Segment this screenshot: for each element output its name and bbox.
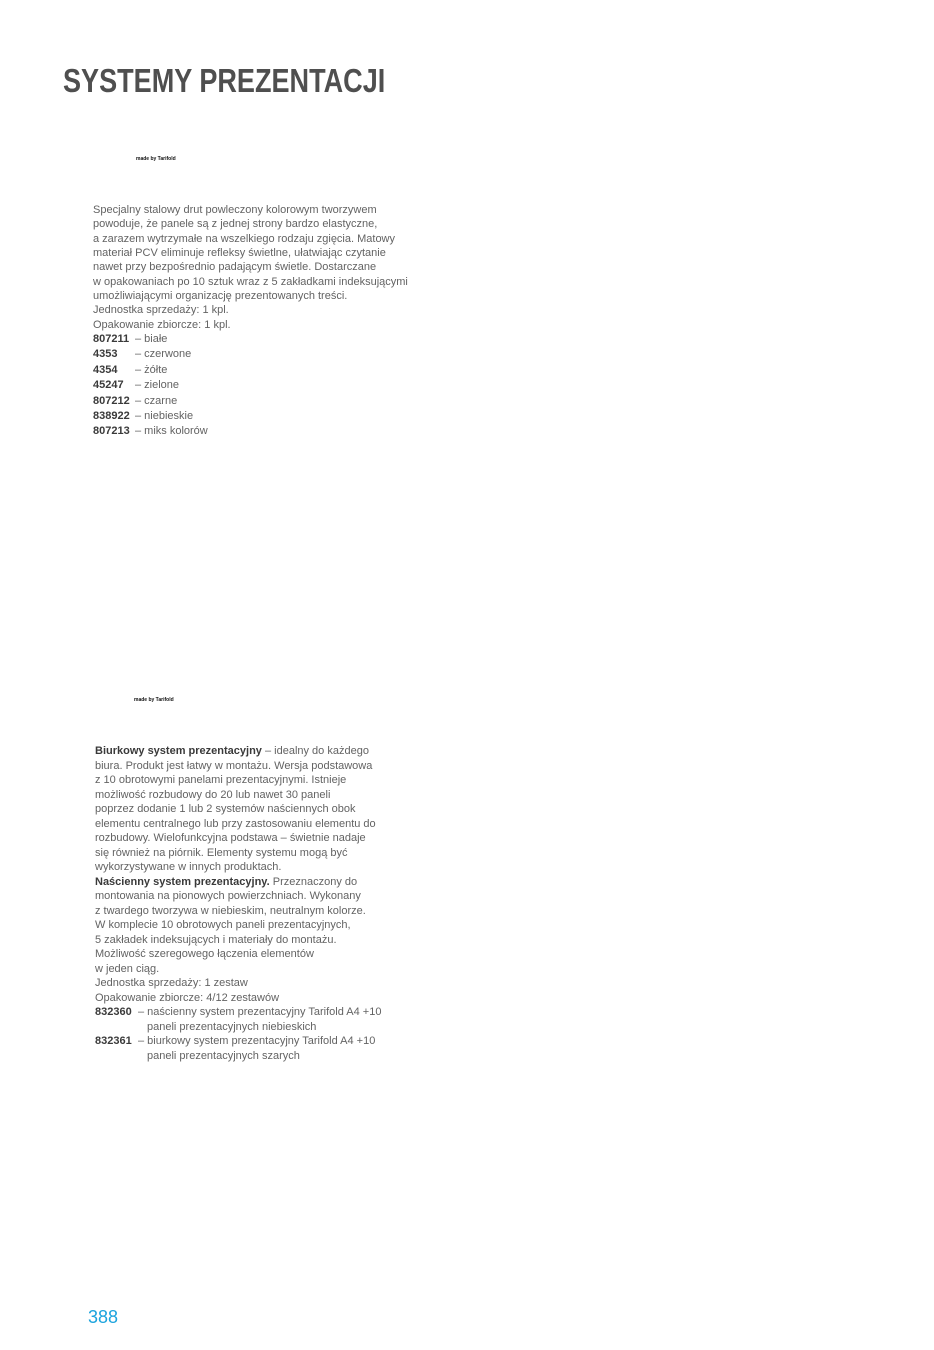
page-title: SYSTEMY PREZENTACJI (63, 62, 386, 99)
page-number: 388 (88, 1307, 119, 1327)
description-line: z twardego tworzywa w niebieskim, neutralnym kolorze. (95, 904, 366, 917)
description-text: Przeznaczony do (272, 875, 358, 888)
variant-row (93, 394, 408, 409)
description-line: umożliwiającymi organizację prezentowanych treści. (93, 290, 348, 303)
product-name-continued: paneli prezentacyjnych niebieskich (147, 1020, 317, 1033)
variant-row (93, 409, 408, 424)
product-code: 807212 (93, 394, 130, 407)
bulk-package: Opakowanie zbiorcze: 1 kpl. (93, 318, 231, 331)
variant-row (93, 347, 408, 362)
description-text: – idealny do każdego (264, 745, 369, 757)
description-line: elementu centralnego lub przy zastosowaniu elementu do (95, 817, 376, 830)
variant-row (93, 332, 408, 347)
variant-row (93, 363, 408, 378)
description-line: powoduje, że panele są z jednej strony bardzo elastyczne, (93, 218, 378, 231)
description-line: się również na piórnik. Elementy systemu mogą być (95, 846, 348, 859)
variant-color: – miks kolorów (135, 425, 208, 438)
product-description-section-2 (95, 744, 381, 1063)
variant-color: – zielone (135, 379, 180, 392)
description-line: rozbudowy. Wielofunkcyjna podstawa – świetnie nadaje (95, 832, 366, 844)
variant-color: – niebieskie (135, 410, 194, 423)
description-line: biura. Produkt jest łatwy w montażu. Wersja podstawowa (95, 759, 373, 772)
description-line: wykorzystywane w innych produktach. (95, 861, 282, 873)
sales-unit: Jednostka sprzedaży: 1 zestaw (95, 977, 248, 989)
description-line: Specjalny stalowy drut powleczony kolorowym tworzywem (93, 204, 377, 216)
description-line: w opakowaniach po 10 sztuk wraz z 5 zakładkami indeksującymi (93, 275, 408, 288)
brand-note: made by Tarifold (134, 697, 174, 703)
description-line: nawet przy bezpośrednio padającym świetle. Dostarczane (93, 261, 377, 274)
bulk-package: Opakowanie zbiorcze: 4/12 zestawów (95, 991, 280, 1004)
product-code: 832361 (95, 1035, 132, 1047)
description-line: poprzez dodanie 1 lub 2 systemów naściennych obok (95, 803, 356, 815)
description-line: 5 zakładek indeksujących i materiały do montażu. (95, 933, 337, 946)
variant-color: – białe (135, 333, 168, 346)
product-code: 4353 (93, 348, 118, 361)
desk-system-heading-line (95, 744, 381, 759)
product-name: – naścienny system prezentacyjny Tarifold A4 +10 (138, 1006, 382, 1018)
sales-unit: Jednostka sprzedaży: 1 kpl. (93, 304, 229, 317)
product-code: 45247 (93, 379, 124, 392)
description-line: Możliwość szeregowego łączenia elementów (95, 948, 314, 960)
variant-color: – czerwone (135, 348, 192, 361)
description-line: materiał PCV eliminuje refleksy świetlne, ułatwiając czytanie (93, 247, 386, 260)
description-line: a zarazem wytrzymałe na wszelkiego rodzaju zgięcia. Matowy (93, 232, 396, 245)
desk-system-name: Biurkowy system prezentacyjny (95, 745, 262, 757)
product-row (95, 1034, 381, 1049)
product-row (95, 1005, 381, 1020)
product-description-section-1 (93, 203, 408, 440)
description-line: w jeden ciąg. (95, 962, 160, 975)
product-code: 838922 (93, 410, 130, 423)
description-line: z 10 obrotowymi panelami prezentacyjnymi. Istnieje (95, 774, 347, 786)
variant-color: – czarne (135, 394, 178, 407)
product-code: 807213 (93, 425, 130, 438)
description-line: montowania na pionowych powierzchniach. Wykonany (95, 890, 361, 902)
description-line: W komplecie 10 obrotowych paneli prezentacyjnych, (95, 919, 351, 931)
variant-color: – żółte (135, 363, 168, 376)
product-name-continued: paneli prezentacyjnych szarych (147, 1049, 300, 1062)
variant-row (93, 424, 408, 439)
wall-system-heading-line (95, 875, 381, 890)
brand-note: made by Tarifold (136, 156, 176, 162)
product-code: 4354 (93, 363, 118, 376)
product-code: 832360 (95, 1006, 132, 1018)
product-name: – biurkowy system prezentacyjny Tarifold A4 +10 (138, 1035, 376, 1047)
product-code: 807211 (93, 333, 130, 346)
description-line: możliwość rozbudowy do 20 lub nawet 30 paneli (95, 788, 331, 801)
variant-row (93, 378, 408, 393)
wall-system-name: Naścienny system prezentacyjny. (95, 875, 270, 888)
